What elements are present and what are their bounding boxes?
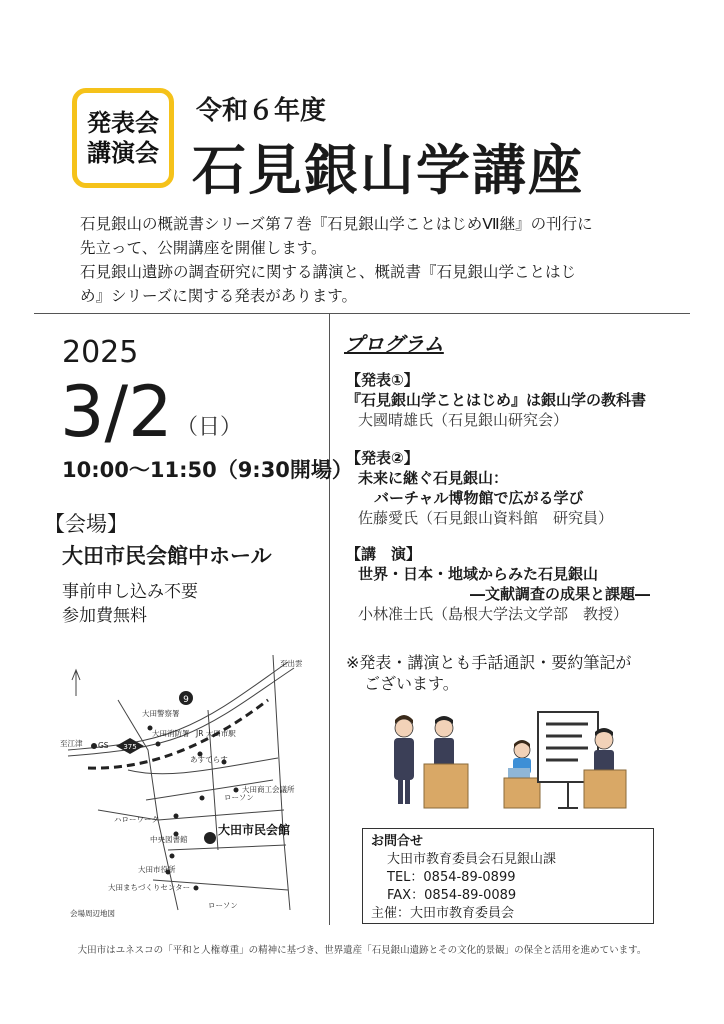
- vertical-divider: [329, 313, 330, 925]
- admission-notes: [62, 580, 198, 628]
- map-label: ローソン: [208, 901, 238, 910]
- map-label: GS: [98, 741, 109, 750]
- venue-map: [58, 650, 326, 920]
- item-label: 【講 演】: [346, 545, 422, 563]
- program-heading: プログラム: [344, 332, 444, 356]
- event-time: 10:00～11:50（9:30開場）: [62, 458, 353, 482]
- contact-heading: お問合せ: [371, 834, 424, 849]
- registration-note: 事前申し込み不要: [62, 582, 198, 602]
- event-date: 3/2: [60, 371, 173, 453]
- venue-name: 大田市民会館中ホール: [62, 544, 272, 568]
- item-title: 未来に継ぐ石見銀山：: [358, 469, 509, 487]
- event-type-badge: [72, 88, 174, 188]
- map-caption: 会場周辺地図: [70, 909, 115, 918]
- item-speaker: 佐藤愛氏（石見銀山資料館 研究員）: [358, 509, 614, 527]
- intro-text: [80, 212, 680, 308]
- contact-box: [362, 828, 654, 924]
- page-title: 石見銀山学講座: [192, 139, 584, 202]
- route-375-label: 375: [123, 743, 137, 751]
- map-label: ハローワーク: [114, 815, 159, 824]
- event-year: 2025: [62, 335, 139, 370]
- badge-line-1: 発表会: [87, 109, 159, 137]
- program-item-3: [346, 544, 650, 624]
- venue-marker-icon: [204, 832, 216, 844]
- item-label: 【発表①】: [346, 371, 419, 389]
- note-line: ございます。: [364, 674, 459, 693]
- item-title: バーチャル博物館で広がる学び: [374, 489, 584, 507]
- item-title: 『石見銀山学ことはじめ』は銀山学の教科書: [346, 391, 647, 409]
- venue-heading: 【会場】: [44, 512, 128, 536]
- program-item-2: [346, 448, 613, 528]
- item-title: 世界・日本・地域からみた石見銀山: [358, 565, 599, 583]
- map-label: 大田市役所: [138, 865, 176, 874]
- intro-line: 石見銀山の概説書シリーズ第７巻『石見銀山学ことはじめⅦ継』の刊行に: [80, 215, 593, 233]
- north-arrow-icon: [72, 670, 80, 696]
- program-item-1: [346, 370, 646, 430]
- item-subtitle: ―文献調査の成果と課題―: [470, 585, 651, 603]
- map-label: JR 大田市駅: [196, 729, 236, 738]
- fee-note: 参加費無料: [62, 606, 147, 626]
- badge-line-2: 講演会: [87, 139, 159, 167]
- note-line: ※発表・講演とも手話通訳・要約筆記が: [346, 653, 632, 672]
- map-label: あすてらす: [190, 755, 228, 764]
- map-label: 中央図書館: [150, 835, 188, 844]
- event-weekday: （日）: [176, 415, 243, 440]
- map-venue-label: 大田市民会館: [218, 823, 291, 837]
- map-label: ローソン: [224, 793, 254, 802]
- map-label: 大田商工会議所: [242, 785, 295, 794]
- map-label: 至江津: [60, 739, 83, 748]
- item-speaker: 小林准士氏（島根大学法文学部 教授）: [358, 605, 629, 623]
- map-label: 大田まちづくりセンター: [108, 883, 191, 892]
- map-label: 大田警察署: [142, 709, 180, 718]
- horizontal-divider: [34, 313, 690, 314]
- footer-statement: 大田市はユネスコの「平和と人権尊重」の精神に基づき、世界遺産「石見銀山遺跡とその文化的景観」の保全と活用を進めています。: [77, 945, 647, 956]
- presenters-illustration: [382, 708, 628, 816]
- intro-line: め』シリーズに関する発表があります。: [80, 287, 357, 305]
- route-9-label: 9: [183, 695, 189, 705]
- organizer: 主催：大田市教育委員会: [371, 906, 515, 921]
- accessibility-note: [346, 652, 631, 694]
- map-label: 至出雲: [280, 659, 303, 668]
- fiscal-year: 令和６年度: [196, 96, 327, 126]
- map-label: 大田消防署: [152, 729, 190, 738]
- item-label: 【発表②】: [346, 449, 419, 467]
- contact-org: 大田市教育委員会石見銀山課: [387, 852, 557, 867]
- intro-line: 先立って、公開講座を開催します。: [80, 239, 327, 257]
- contact-fax: FAX：0854-89-0089: [387, 888, 517, 903]
- contact-tel: TEL：0854-89-0899: [387, 870, 516, 885]
- intro-line: 石見銀山遺跡の調査研究に関する講演と、概説書『石見銀山学ことはじ: [80, 263, 577, 281]
- item-speaker: 大國晴雄氏（石見銀山研究会）: [358, 411, 569, 429]
